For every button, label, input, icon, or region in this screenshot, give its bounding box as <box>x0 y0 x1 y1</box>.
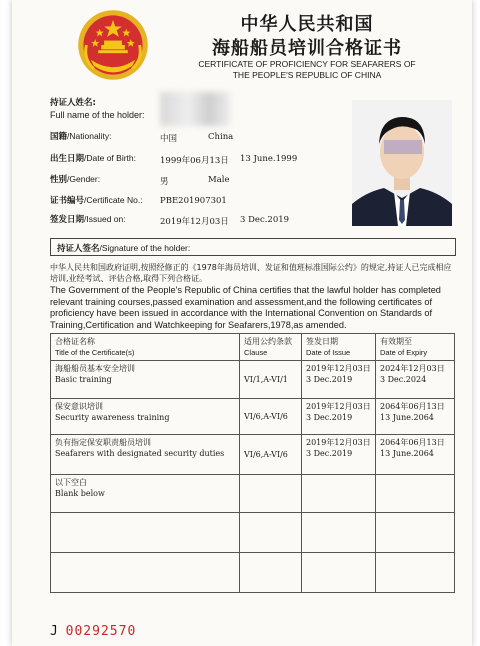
empty-cell <box>376 553 455 593</box>
title-cn-line1: 中华人民共和国 <box>240 14 374 35</box>
row-clause <box>240 361 302 399</box>
header-expiry-cn: 有效期至 <box>380 337 412 346</box>
signature-label-cn: 持证人签名 <box>57 244 100 254</box>
serial-number <box>50 624 136 639</box>
empty-cell <box>240 513 302 553</box>
row-issue <box>302 435 376 475</box>
row-title-cn: 负有指定保安职责船员培训 <box>55 438 151 447</box>
signature-box <box>50 238 456 256</box>
header-issue-en: Date of Issue <box>306 348 351 357</box>
holder-name-label <box>50 96 96 108</box>
issued-value-cn: 2019年12月03日 <box>160 217 229 227</box>
row-issue <box>302 361 376 399</box>
row-expiry-cn: 2064年06月13日 <box>380 402 445 411</box>
empty-cell <box>51 553 240 593</box>
row-clause <box>240 399 302 435</box>
row-expiry-cn: 2024年12月03日 <box>380 364 445 373</box>
header-clause-cn: 适用公约条款 <box>244 337 292 346</box>
header-expiry-en: Date of Expiry <box>380 348 428 357</box>
row-issue-en: 3 Dec.2019 <box>306 413 353 422</box>
table-row-empty <box>51 513 455 553</box>
statement-en: The Government of the People's Republic of China certifies that the lawful holder has completed relevant training courses,passed examination and assessment,and the following certificates of proficiency have been issued in accordance with the International Convention on Standards of Training,Certification and Watchkeeping for Seafarers,1978,as amended. <box>50 285 441 330</box>
row-expiry-en: 3 Dec.2024 <box>380 375 427 384</box>
row-issue-cn: 2019年12月03日 <box>306 402 371 411</box>
row-issue-en: 3 Dec.2019 <box>306 449 353 458</box>
row-title <box>51 435 240 475</box>
row-expiry-en: 13 June.2064 <box>380 413 434 422</box>
gender-value-en: Male <box>208 175 230 185</box>
row-title <box>51 399 240 435</box>
holder-name-label-en: Full name of the holder: <box>50 110 145 120</box>
row-title-en: Basic training <box>55 375 112 384</box>
row-expiry-cn: 2064年06月13日 <box>380 438 445 447</box>
nationality-label-cn: 国籍 <box>50 132 68 142</box>
title-en-line2: THE PEOPLE'S REPUBLIC OF CHINA <box>232 70 382 80</box>
row-clause <box>240 475 302 513</box>
row-expiry-en: 13 June.2064 <box>380 449 434 458</box>
row-title-cn: 保安意识培训 <box>55 402 103 411</box>
row-clause-value: VI/6,A-VI/6 <box>244 412 288 421</box>
title-cn-line2: 海船船员培训合格证书 <box>212 38 402 59</box>
cert-no-label-en: /Certificate No.: <box>84 195 143 205</box>
row-expiry <box>376 435 455 475</box>
empty-cell <box>376 513 455 553</box>
header-title <box>51 334 240 361</box>
empty-cell <box>240 553 302 593</box>
serial-digits: 00292570 <box>65 624 137 639</box>
table-row <box>51 475 455 513</box>
table-header-row <box>51 334 455 361</box>
national-emblem-icon <box>76 8 150 82</box>
serial-prefix: J <box>50 624 58 639</box>
dob-value-cn: 1999年06月13日 <box>160 156 229 166</box>
header-title-en: Title of the Certificate(s) <box>55 348 135 357</box>
row-title-en: Seafarers with designated security duties <box>55 449 225 458</box>
issued-value-en: 3 Dec.2019 <box>240 215 290 225</box>
issued-label <box>50 213 126 225</box>
row-expiry <box>376 361 455 399</box>
row-title-cn: 以下空白 <box>55 478 87 487</box>
nationality-value-cn: 中国 <box>160 134 178 144</box>
row-title-cn: 海船船员基本安全培训 <box>55 364 135 373</box>
nationality-label <box>50 130 111 142</box>
holder-name-label-cn: 持证人姓名: <box>50 98 96 108</box>
row-title-en: Blank below <box>55 489 105 498</box>
header-expiry <box>376 334 455 361</box>
row-expiry <box>376 399 455 435</box>
row-clause-value: VI/1,A-VI/1 <box>244 375 288 384</box>
empty-cell <box>302 513 376 553</box>
cert-no-value: PBE201907301 <box>160 196 227 206</box>
cert-no-label <box>50 194 143 206</box>
row-title <box>51 475 240 513</box>
row-clause <box>240 435 302 475</box>
row-title-en: Security awareness training <box>55 413 170 422</box>
header-title-cn: 合格证名称 <box>55 337 95 346</box>
dob-label-cn: 出生日期 <box>50 154 85 164</box>
nationality-value-en: China <box>208 132 234 142</box>
dob-label-en: /Date of Birth: <box>84 153 136 163</box>
title-en-line1: CERTIFICATE OF PROFICIENCY FOR SEAFARERS OF <box>198 59 416 69</box>
issued-label-en: /Issued on: <box>84 214 126 224</box>
row-clause-value: VI/6,A-VI/6 <box>244 450 288 459</box>
header-issue <box>302 334 376 361</box>
table-row-empty <box>51 553 455 593</box>
row-issue <box>302 399 376 435</box>
signature-label-en: /Signature of the holder: <box>99 243 191 253</box>
row-issue-cn: 2019年12月03日 <box>306 438 371 447</box>
table-row <box>51 399 455 435</box>
row-expiry <box>376 475 455 513</box>
certificate-sheet <box>12 0 472 646</box>
dob-label <box>50 152 136 164</box>
header-clause-en: Clause <box>244 348 268 357</box>
empty-cell <box>51 513 240 553</box>
table-row <box>51 361 455 399</box>
row-issue <box>302 475 376 513</box>
empty-cell <box>302 553 376 593</box>
certificates-table <box>50 333 455 593</box>
gender-label <box>50 173 100 185</box>
row-issue-cn: 2019年12月03日 <box>306 364 371 373</box>
header-issue-cn: 签发日期 <box>306 337 338 346</box>
row-issue-en: 3 Dec.2019 <box>306 375 353 384</box>
dob-value-en: 13 June.1999 <box>240 154 298 164</box>
holder-photo <box>352 100 452 226</box>
issued-label-cn: 签发日期 <box>50 215 85 225</box>
holder-name-redacted <box>160 92 230 126</box>
gender-label-cn: 性别 <box>50 175 68 185</box>
nationality-label-en: /Nationality: <box>67 131 112 141</box>
table-row <box>51 435 455 475</box>
statement-cn: 中华人民共和国政府证明,按照经修正的《1978年海员培训、发证和值班标准国际公约》的规定,持证人已完成相应培训,业经考试、评估合格,取得下列合格证。 <box>50 263 452 283</box>
header-clause <box>240 334 302 361</box>
gender-value-cn: 男 <box>160 177 169 187</box>
cert-no-label-cn: 证书编号 <box>50 196 85 206</box>
row-title <box>51 361 240 399</box>
holder-photo-icon <box>352 100 452 226</box>
gender-label-en: /Gender: <box>67 174 101 184</box>
